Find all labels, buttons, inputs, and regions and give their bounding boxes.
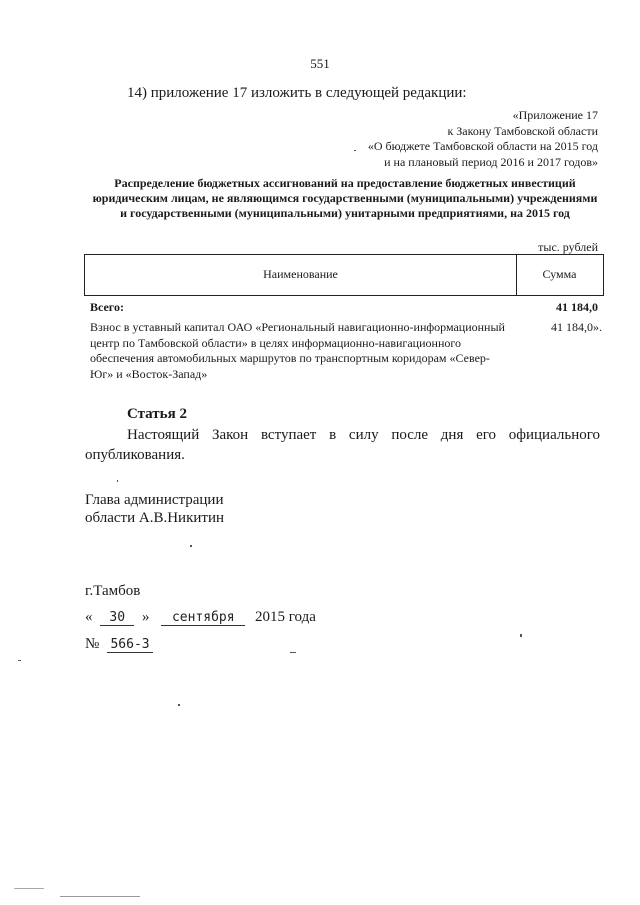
budget-table-header	[84, 254, 604, 296]
scan-speck	[520, 634, 522, 637]
units-label: тыс. рублей	[538, 240, 598, 254]
appendix-line: и на плановый период 2016 и 2017 годов»	[384, 154, 598, 169]
total-label: Всего:	[90, 300, 124, 314]
total-value: 41 184,0	[556, 300, 598, 314]
appendix-line: «Приложение 17	[512, 108, 598, 122]
article-text: Настоящий Закон вступает в силу после дня его официального опубликования.	[85, 427, 600, 463]
article-heading: Статья 2	[127, 406, 187, 422]
date-day: 30	[100, 611, 134, 626]
date-year: 2015 года	[255, 609, 316, 625]
scan-speck	[354, 150, 356, 151]
header-name: Наименование	[263, 267, 338, 281]
number-value: 566-З	[107, 638, 153, 653]
date-close-quote: »	[142, 609, 150, 625]
number-sign: №	[85, 636, 100, 652]
scan-speck	[178, 704, 180, 706]
scan-speck	[14, 888, 44, 889]
law-number	[85, 636, 153, 653]
appendix-line: «О бюджете Тамбовской области на 2015 год	[367, 139, 598, 153]
amendment-intro: 14) приложение 17 изложить в следующей редакции:	[127, 85, 467, 101]
signing-date	[85, 609, 316, 626]
place-of-signing: г.Тамбов	[85, 583, 141, 599]
header-sum: Сумма	[542, 267, 577, 281]
appendix-header	[368, 108, 598, 170]
date-open-quote: «	[85, 609, 93, 625]
date-month: сентября	[161, 611, 245, 626]
appendix-line: к Закону Тамбовской области	[447, 123, 598, 138]
signatory-title: Глава администрации	[85, 492, 224, 508]
scan-speck	[60, 896, 140, 897]
signatory-name: области А.В.Никитин	[85, 510, 225, 526]
scan-speck	[117, 480, 118, 482]
scan-speck	[190, 545, 192, 547]
row-value: 41 184,0».	[551, 320, 602, 334]
scan-speck	[290, 652, 296, 653]
page-number: 551	[310, 56, 330, 71]
scan-speck	[18, 660, 21, 661]
row-description: Взнос в уставный капитал ОАО «Региональный навигационно-информационный центр по Тамбовской области» в целях информационно-навигационного обеспечения автомобильных маршрутов по транспортным коридорам «Север-Юг» и «Восток-Запад»	[90, 320, 505, 381]
table-title: Распределение бюджетных ассигнований на предоставление бюджетных инвестиций юридическим лицам, не являющимся государственными (муниципальными) учреждениями и государственными (муниципальными) унитарными предприятиями, на 2015 год	[92, 176, 598, 220]
